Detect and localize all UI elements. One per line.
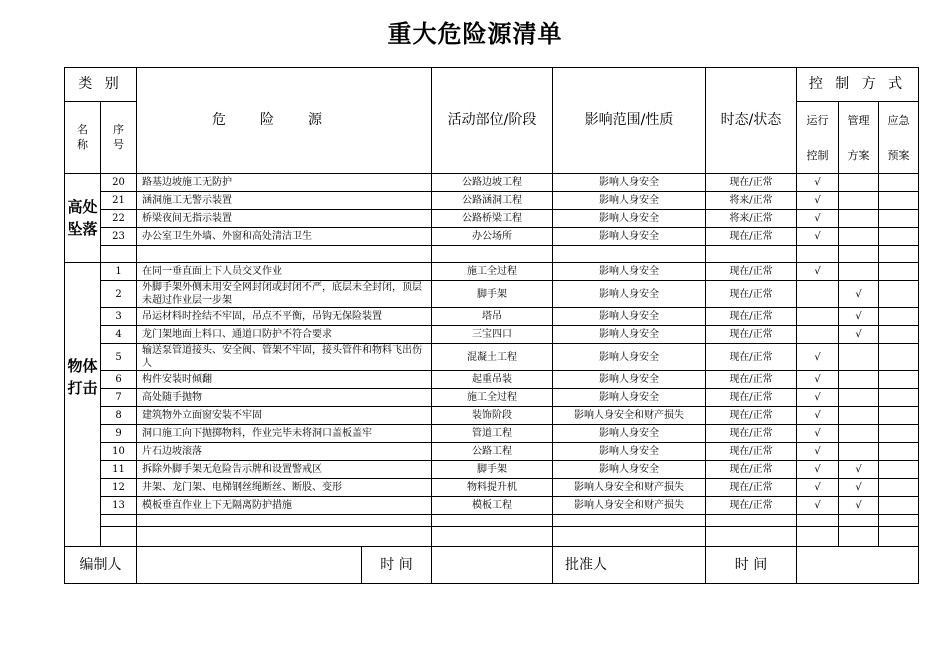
ctrl-op-cell: √ bbox=[797, 344, 839, 371]
location-cell: 公路工程 bbox=[432, 443, 553, 461]
hazard-cell: 路基边坡施工无防护 bbox=[137, 174, 432, 192]
ctrl-op-cell: √ bbox=[797, 263, 839, 281]
hazard-header: 危险源 bbox=[137, 68, 432, 174]
hazard-cell: 吊运材料时拴结不牢固，吊点不平衡，吊钩无保险装置 bbox=[137, 308, 432, 326]
compiled-by-value[interactable] bbox=[137, 547, 362, 584]
impact-cell: 影响人身安全 bbox=[553, 344, 706, 371]
empty-cell bbox=[553, 527, 706, 547]
table-row bbox=[65, 461, 919, 479]
ctrl-emerg-cell bbox=[879, 371, 919, 389]
hazard-cell: 外脚手架外侧未用安全网封闭或封闭不严，底层未全封闭，顶层未超过作业层一步架 bbox=[137, 281, 432, 308]
impact-cell: 影响人身安全 bbox=[553, 210, 706, 228]
ctrl-emerg-cell bbox=[879, 407, 919, 425]
ctrl-op-cell: √ bbox=[797, 389, 839, 407]
empty-cell bbox=[879, 515, 919, 527]
empty-cell bbox=[432, 527, 553, 547]
empty-cell bbox=[137, 515, 432, 527]
ctrl-mgmt-header bbox=[839, 102, 879, 174]
page-title: 重大危险源清单 bbox=[387, 20, 563, 48]
impact-cell: 影响人身安全 bbox=[553, 371, 706, 389]
impact-cell: 影响人身安全 bbox=[553, 308, 706, 326]
ctrl-op-cell: √ bbox=[797, 407, 839, 425]
ctrl-op-cell: √ bbox=[797, 479, 839, 497]
hazard-cell: 办公室卫生外墙、外窗和高处清洁卫生 bbox=[137, 228, 432, 246]
state-cell: 现在/正常 bbox=[706, 389, 797, 407]
ctrl-op-cell: √ bbox=[797, 461, 839, 479]
ctrl-mgmt-cell bbox=[839, 228, 879, 246]
state-cell: 现在/正常 bbox=[706, 228, 797, 246]
impact-cell: 影响人身安全 bbox=[553, 326, 706, 344]
ctrl-mgmt-cell bbox=[839, 371, 879, 389]
ctrl-emerg-top: 应急 bbox=[887, 113, 910, 127]
ctrl-emerg-cell bbox=[879, 308, 919, 326]
impact-cell: 影响人身安全 bbox=[553, 281, 706, 308]
ctrl-op-bottom: 控制 bbox=[806, 148, 829, 162]
empty-cell bbox=[432, 515, 553, 527]
ctrl-emerg-cell bbox=[879, 263, 919, 281]
ctrl-mgmt-cell bbox=[839, 192, 879, 210]
hazard-cell: 建筑物外立面窗安装不牢固 bbox=[137, 407, 432, 425]
empty-cell bbox=[839, 515, 879, 527]
state-cell: 现在/正常 bbox=[706, 497, 797, 515]
seq-cell: 3 bbox=[101, 308, 137, 326]
empty-cell bbox=[839, 246, 879, 263]
time-value-2[interactable] bbox=[797, 547, 919, 584]
location-cell: 施工全过程 bbox=[432, 263, 553, 281]
hazard-cell: 构件安装时倾翻 bbox=[137, 371, 432, 389]
empty-cell bbox=[101, 527, 137, 547]
table-row bbox=[65, 425, 919, 443]
seq-cell: 23 bbox=[101, 228, 137, 246]
empty-cell bbox=[706, 527, 797, 547]
state-cell: 现在/正常 bbox=[706, 263, 797, 281]
state-cell: 现在/正常 bbox=[706, 443, 797, 461]
impact-cell: 影响人身安全 bbox=[553, 443, 706, 461]
table-row bbox=[65, 326, 919, 344]
location-header: 活动部位/阶段 bbox=[432, 68, 553, 174]
hazard-cell: 在同一垂直面上下人员交叉作业 bbox=[137, 263, 432, 281]
approved-by-label: 批准人 bbox=[565, 556, 607, 573]
state-header: 时态/状态 bbox=[706, 68, 797, 174]
ctrl-mgmt-cell: √ bbox=[839, 497, 879, 515]
empty-cell bbox=[137, 246, 432, 263]
group-name: 高处坠落 bbox=[65, 174, 101, 263]
location-cell: 塔吊 bbox=[432, 308, 553, 326]
impact-cell: 影响人身安全 bbox=[553, 461, 706, 479]
empty-cell bbox=[797, 515, 839, 527]
seq-cell: 5 bbox=[101, 344, 137, 371]
location-cell: 办公场所 bbox=[432, 228, 553, 246]
state-cell: 现在/正常 bbox=[706, 308, 797, 326]
seq-cell: 2 bbox=[101, 281, 137, 308]
table-row bbox=[65, 228, 919, 246]
ctrl-mgmt-cell bbox=[839, 443, 879, 461]
state-cell: 现在/正常 bbox=[706, 461, 797, 479]
compiled-by-label: 编制人 bbox=[65, 547, 137, 584]
table-row bbox=[65, 210, 919, 228]
hazard-cell: 片石边坡滚落 bbox=[137, 443, 432, 461]
table-row bbox=[65, 407, 919, 425]
table-row bbox=[65, 308, 919, 326]
ctrl-emerg-cell bbox=[879, 479, 919, 497]
seq-cell: 22 bbox=[101, 210, 137, 228]
ctrl-op-cell bbox=[797, 281, 839, 308]
ctrl-op-cell: √ bbox=[797, 192, 839, 210]
ctrl-op-cell: √ bbox=[797, 425, 839, 443]
impact-cell: 影响人身安全和财产损失 bbox=[553, 497, 706, 515]
impact-cell: 影响人身安全 bbox=[553, 263, 706, 281]
seq-cell: 6 bbox=[101, 371, 137, 389]
state-cell: 将来/正常 bbox=[706, 210, 797, 228]
location-cell: 公路边坡工程 bbox=[432, 174, 553, 192]
group-name: 物体打击 bbox=[65, 263, 101, 547]
ctrl-op-cell: √ bbox=[797, 228, 839, 246]
impact-cell: 影响人身安全 bbox=[553, 174, 706, 192]
ctrl-emerg-cell bbox=[879, 389, 919, 407]
empty-cell bbox=[553, 515, 706, 527]
impact-cell: 影响人身安全和财产损失 bbox=[553, 479, 706, 497]
empty-cell bbox=[706, 515, 797, 527]
table-row bbox=[65, 497, 919, 515]
ctrl-mgmt-top: 管理 bbox=[847, 113, 870, 127]
state-cell: 现在/正常 bbox=[706, 425, 797, 443]
hazard-cell: 洞口施工向下抛掷物料，作业完毕未将洞口盖板盖牢 bbox=[137, 425, 432, 443]
impact-cell: 影响人身安全 bbox=[553, 425, 706, 443]
ctrl-mgmt-cell bbox=[839, 263, 879, 281]
location-cell: 起重吊装 bbox=[432, 371, 553, 389]
table-row bbox=[65, 281, 919, 308]
ctrl-mgmt-cell: √ bbox=[839, 308, 879, 326]
ctrl-mgmt-bottom: 方案 bbox=[847, 148, 870, 162]
table-row bbox=[65, 344, 919, 371]
hazard-cell: 涵洞施工无警示装置 bbox=[137, 192, 432, 210]
ctrl-op-header bbox=[797, 102, 839, 174]
hazard-cell: 井架、龙门架、电梯钢丝绳断丝、断股、变形 bbox=[137, 479, 432, 497]
ctrl-emerg-cell bbox=[879, 174, 919, 192]
ctrl-emerg-cell bbox=[879, 443, 919, 461]
table-row bbox=[65, 174, 919, 192]
location-cell: 公路涵洞工程 bbox=[432, 192, 553, 210]
impact-cell: 影响人身安全 bbox=[553, 228, 706, 246]
state-cell: 现在/正常 bbox=[706, 326, 797, 344]
ctrl-op-cell: √ bbox=[797, 497, 839, 515]
seq-cell: 10 bbox=[101, 443, 137, 461]
location-cell: 脚手架 bbox=[432, 281, 553, 308]
category-header: 类 别 bbox=[65, 68, 137, 102]
ctrl-op-cell: √ bbox=[797, 210, 839, 228]
empty-cell bbox=[797, 246, 839, 263]
location-cell: 混凝土工程 bbox=[432, 344, 553, 371]
ctrl-emerg-cell bbox=[879, 326, 919, 344]
ctrl-mgmt-cell: √ bbox=[839, 326, 879, 344]
empty-cell bbox=[839, 527, 879, 547]
impact-cell: 影响人身安全和财产损失 bbox=[553, 407, 706, 425]
ctrl-op-cell: √ bbox=[797, 371, 839, 389]
impact-cell: 影响人身安全 bbox=[553, 192, 706, 210]
location-cell: 公路桥梁工程 bbox=[432, 210, 553, 228]
hazard-table bbox=[64, 67, 919, 584]
empty-cell bbox=[553, 246, 706, 263]
ctrl-emerg-cell bbox=[879, 461, 919, 479]
approved-by-cell bbox=[553, 547, 706, 584]
name-header: 名称 bbox=[65, 102, 101, 174]
seq-header: 序号 bbox=[101, 102, 137, 174]
empty-row bbox=[65, 246, 919, 263]
location-cell: 管道工程 bbox=[432, 425, 553, 443]
ctrl-op-cell: √ bbox=[797, 174, 839, 192]
state-cell: 现在/正常 bbox=[706, 407, 797, 425]
empty-cell bbox=[101, 515, 137, 527]
ctrl-emerg-cell bbox=[879, 210, 919, 228]
time-label-2: 时 间 bbox=[706, 547, 797, 584]
ctrl-op-cell bbox=[797, 308, 839, 326]
state-cell: 现在/正常 bbox=[706, 174, 797, 192]
location-cell: 脚手架 bbox=[432, 461, 553, 479]
hazard-cell: 桥梁夜间无指示装置 bbox=[137, 210, 432, 228]
ctrl-emerg-bottom: 预案 bbox=[887, 148, 910, 162]
table-row bbox=[65, 371, 919, 389]
seq-cell: 7 bbox=[101, 389, 137, 407]
state-cell: 现在/正常 bbox=[706, 479, 797, 497]
state-cell: 现在/正常 bbox=[706, 371, 797, 389]
seq-cell: 12 bbox=[101, 479, 137, 497]
seq-cell: 9 bbox=[101, 425, 137, 443]
ctrl-op-cell bbox=[797, 326, 839, 344]
control-method-header: 控 制 方 式 bbox=[797, 68, 919, 102]
ctrl-op-top: 运行 bbox=[806, 113, 829, 127]
ctrl-mgmt-cell bbox=[839, 389, 879, 407]
ctrl-emerg-cell bbox=[879, 192, 919, 210]
ctrl-mgmt-cell bbox=[839, 344, 879, 371]
ctrl-emerg-cell bbox=[879, 497, 919, 515]
impact-cell: 影响人身安全 bbox=[553, 389, 706, 407]
location-cell: 模板工程 bbox=[432, 497, 553, 515]
empty-cell bbox=[706, 246, 797, 263]
state-cell: 现在/正常 bbox=[706, 281, 797, 308]
state-cell: 现在/正常 bbox=[706, 344, 797, 371]
ctrl-emerg-cell bbox=[879, 228, 919, 246]
empty-cell bbox=[101, 246, 137, 263]
seq-cell: 11 bbox=[101, 461, 137, 479]
header-row-1 bbox=[65, 68, 919, 102]
hazard-cell: 拆除外脚手架无危险告示牌和设置警戒区 bbox=[137, 461, 432, 479]
empty-cell bbox=[432, 246, 553, 263]
ctrl-mgmt-cell: √ bbox=[839, 281, 879, 308]
table-row bbox=[65, 192, 919, 210]
ctrl-mgmt-cell bbox=[839, 425, 879, 443]
ctrl-op-cell: √ bbox=[797, 443, 839, 461]
seq-cell: 21 bbox=[101, 192, 137, 210]
ctrl-emerg-header bbox=[879, 102, 919, 174]
table-row bbox=[65, 263, 919, 281]
ctrl-mgmt-cell bbox=[839, 210, 879, 228]
seq-cell: 4 bbox=[101, 326, 137, 344]
seq-cell: 20 bbox=[101, 174, 137, 192]
footer-row bbox=[65, 547, 919, 584]
table-row bbox=[65, 389, 919, 407]
time-value[interactable] bbox=[432, 547, 553, 584]
ctrl-mgmt-cell: √ bbox=[839, 479, 879, 497]
location-cell: 施工全过程 bbox=[432, 389, 553, 407]
ctrl-emerg-cell bbox=[879, 344, 919, 371]
seq-cell: 8 bbox=[101, 407, 137, 425]
hazard-cell: 输送泵管道接头、安全阀、管架不牢固，接头管件和物料飞出伤人 bbox=[137, 344, 432, 371]
location-cell: 三宝四口 bbox=[432, 326, 553, 344]
seq-cell: 1 bbox=[101, 263, 137, 281]
ctrl-emerg-cell bbox=[879, 425, 919, 443]
ctrl-mgmt-cell: √ bbox=[839, 461, 879, 479]
empty-cell bbox=[879, 527, 919, 547]
impact-header: 影响范围/性质 bbox=[553, 68, 706, 174]
table-row bbox=[65, 479, 919, 497]
ctrl-emerg-cell bbox=[879, 281, 919, 308]
state-cell: 将来/正常 bbox=[706, 192, 797, 210]
empty-cell bbox=[137, 527, 432, 547]
ctrl-mgmt-cell bbox=[839, 174, 879, 192]
empty-row bbox=[65, 515, 919, 527]
hazard-cell: 高处随手抛物 bbox=[137, 389, 432, 407]
location-cell: 物料提升机 bbox=[432, 479, 553, 497]
ctrl-mgmt-cell bbox=[839, 407, 879, 425]
table-row bbox=[65, 443, 919, 461]
empty-row bbox=[65, 527, 919, 547]
empty-cell bbox=[797, 527, 839, 547]
time-label: 时 间 bbox=[362, 547, 432, 584]
location-cell: 装饰阶段 bbox=[432, 407, 553, 425]
hazard-cell: 龙门架地面上料口、通道口防护不符合要求 bbox=[137, 326, 432, 344]
seq-cell: 13 bbox=[101, 497, 137, 515]
hazard-cell: 模板垂直作业上下无隔离防护措施 bbox=[137, 497, 432, 515]
empty-cell bbox=[879, 246, 919, 263]
